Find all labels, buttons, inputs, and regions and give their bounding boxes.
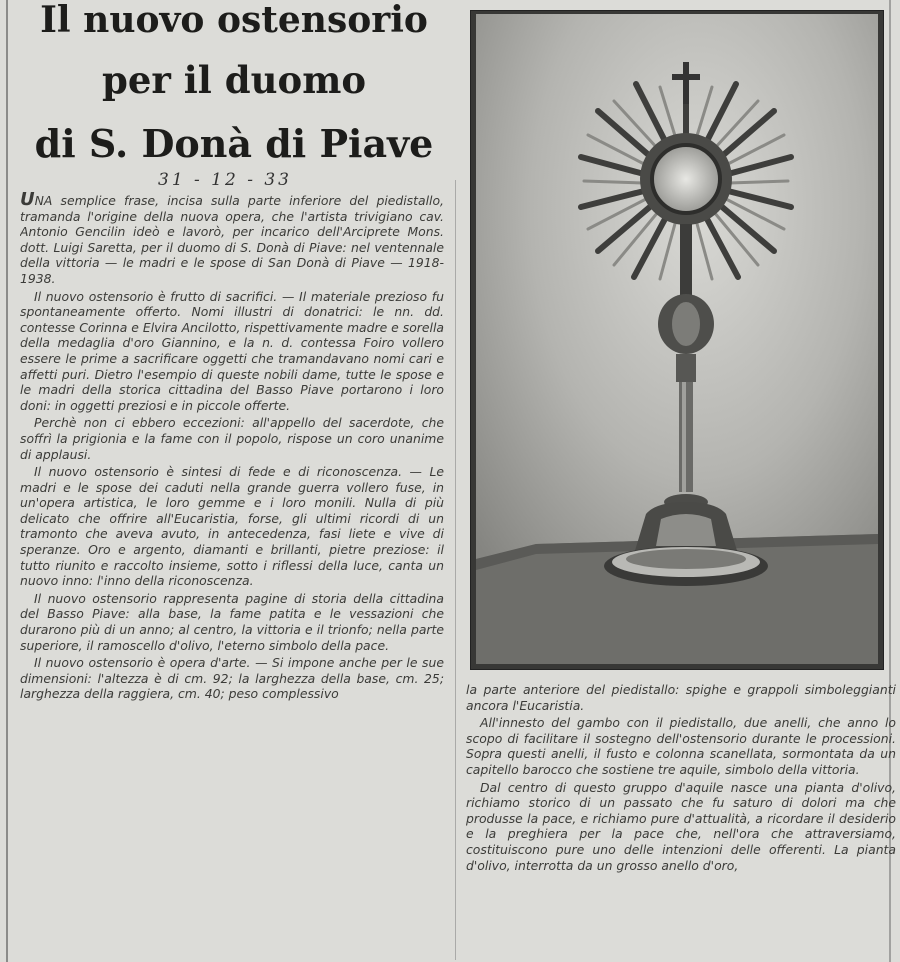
monstrance-icon: [476, 14, 878, 664]
page-edge-rule: [6, 0, 8, 962]
handwritten-date: 31 - 12 - 33: [158, 170, 292, 190]
paragraph: Il nuovo ostensorio è opera d'arte. — Si impone anche per le sue dimensioni: l'altezza è di cm. 92; la larghezza della base, cm. 25; larghezza della raggiera, cm. 40; peso complessivo: [20, 655, 444, 702]
article-left-column: [20, 192, 444, 962]
paragraph: Il nuovo ostensorio rappresenta pagine di storia della cittadina del Basso Piave: alla base, la fame patita e le vessazioni che durarono più di un anno; al centro, la vittoria e il trionfo; nella parte superiore, il ramoscello d'olivo, l'eterno simbolo della pace.: [20, 590, 444, 653]
paragraph: la parte anteriore del piedistallo: spighe e grappoli simboleggianti ancora l'Eucaristia.: [466, 682, 896, 713]
monstrance-photo: [476, 14, 878, 664]
paragraph: Dal centro di questo gruppo d'aquile nasce una pianta d'olivo, richiamo storico di un passato che fu saturo di dolori ma che produsse la pace, e richiamo pure d'attualità, a ricordare il desiderio e la preghiera per la pace che, nell'ora che attraversiamo, costituiscono pure uno delle intenzioni delle offerenti. La pianta d'olivo, interrotta da un grosso anello d'oro,: [466, 779, 896, 873]
headline: [14, 0, 454, 174]
paragraph: [20, 192, 444, 287]
column-divider: [455, 180, 456, 960]
headline-line-1: Il nuovo ostensorio: [40, 0, 428, 41]
paragraph: Perchè non ci ebbero eccezioni: all'appello del sacerdote, che soffrì la prigionia e la fame con il popolo, rispose un coro unanime di applausi.: [20, 415, 444, 462]
dropcap: U: [20, 192, 35, 210]
paragraph: All'innesto del gambo con il piedistallo, due anelli, che anno lo scopo di facilitare il sostegno dell'ostensorio durante le processioni. Sopra questi anelli, il fusto e colonna scanellata, sormontata da un capitello barocco che sostiene tre aquile, simbolo della vittoria.: [466, 715, 896, 777]
headline-line-3: di S. Donà di Piave: [34, 121, 434, 166]
article-right-column: [466, 682, 896, 962]
paragraph: Il nuovo ostensorio è frutto di sacrifici. — Il materiale prezioso fu spontaneamente offerto. Nomi illustri di donatrici: le nn. dd. contesse Corinna e Elvira Ancilotto, rispettivamente madre e sorella della medaglia d'oro Giannino, e la n. d. contessa Foiro vollero essere le prime a sacrificare oggetti che tramandavano nomi cari e affetti puri. Dietro l'esempio di queste nobili dame, tutte le spose e le madri della storica cittadina del Basso Piave portarono i loro doni: in oggetti preziosi e in piccole offerte.: [20, 288, 444, 413]
paragraph-text: NA semplice frase, incisa sulla parte inferiore del piedistallo, tramanda l'origine della nuova opera, che l'artista trivigiano cav. Antonio Gencilin ideò e lavorò, per incarico dell'Arciprete Mons. dott. Luigi Saretta, per il duomo di S. Donà di Piave: nel ventennale della vittoria — le madri e le spose di San Donà di Piave — 1918-1938.: [20, 193, 444, 286]
headline-line-2: per il duomo: [101, 58, 367, 102]
paragraph: Il nuovo ostensorio è sintesi di fede e di riconoscenza. — Le madri e le spose dei caduti nella grande guerra vollero fuse, in un'opera artistica, le loro gemme e i loro monili. Nulla di più delicato che offrire all'Eucaristia, forse, gli ultimi ricordi di un tramonto che aveva avuto, in antecedenza, fasi liete e vive di speranze. Oro e argento, diamanti e brillanti, pietre preziose: il tutto riunito e raccolto insieme, sotto i riflessi della luce, canta un nuovo inno: l'inno della riconoscenza.: [20, 464, 444, 589]
